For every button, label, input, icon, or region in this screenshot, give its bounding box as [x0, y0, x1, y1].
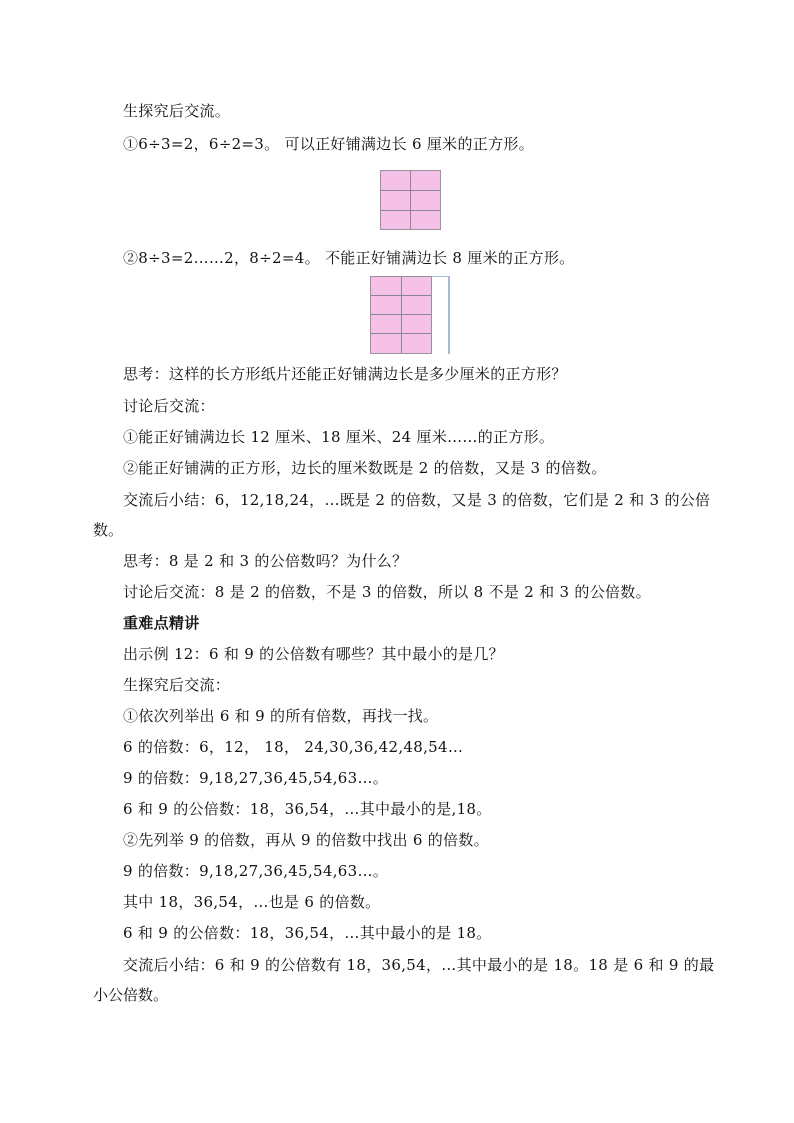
paragraph-summary-2a: 交流后小结：6 和 9 的公倍数有 18，36,54，…其中最小的是 18。18 是 6 和 9 的最: [123, 956, 715, 974]
paragraph-also-multiples-6: 其中 18，36,54，…也是 6 的倍数。: [123, 893, 381, 911]
paragraph-summary-1b: 数。: [93, 521, 124, 539]
paragraph-discuss-2: 讨论后交流：8 是 2 的倍数，不是 3 的倍数，所以 8 不是 2 和 3 的公倍数。: [123, 583, 651, 601]
paragraph-summary-2b: 小公倍数。: [93, 986, 169, 1004]
uncovered-strip-top: [432, 276, 449, 277]
paragraph-summary-1a: 交流后小结：6，12,18,24，…既是 2 的倍数，又是 3 的倍数，它们是 2 和 3 的公倍: [123, 491, 711, 509]
tiling-figure-8cm: [370, 276, 432, 354]
paragraph-discuss-1: 讨论后交流：: [123, 397, 215, 415]
paragraph-think-2: 思考：8 是 2 和 3 的公倍数吗？为什么？: [123, 552, 408, 570]
paragraph-case-8: ②8÷3=2……2，8÷2=4。 不能正好铺满边长 8 厘米的正方形。: [123, 249, 575, 267]
uncovered-strip-edge: [448, 276, 450, 354]
paragraph-multiples-9-b: 9 的倍数：9,18,27,36,45,54,63…。: [123, 862, 389, 880]
paragraph-point-2: ②能正好铺满的正方形，边长的厘米数既是 2 的倍数，又是 3 的倍数。: [123, 459, 607, 477]
paragraph-multiples-9: 9 的倍数：9,18,27,36,45,54,63…。: [123, 769, 389, 787]
paragraph-point-1: ①能正好铺满边长 12 厘米、18 厘米、24 厘米……的正方形。: [123, 428, 555, 446]
paragraph-example-12: 出示例 12：6 和 9 的公倍数有哪些？其中最小的是几？: [123, 645, 504, 663]
paragraph-think-1: 思考：这样的长方形纸片还能正好铺满边长是多少厘米的正方形？: [123, 365, 567, 383]
paragraph-student-explore: 生探究后交流。: [123, 102, 231, 120]
paragraph-case-6: ①6÷3=2，6÷2=3。 可以正好铺满边长 6 厘米的正方形。: [123, 135, 534, 153]
paragraph-method-1: ①依次列举出 6 和 9 的所有倍数，再找一找。: [123, 707, 439, 725]
section-heading: 重难点精讲: [123, 614, 200, 632]
paragraph-method-2: ②先列举 9 的倍数，再从 9 的倍数中找出 6 的倍数。: [123, 831, 489, 849]
paragraph-common-multiples-2: 6 和 9 的公倍数：18，36,54，…其中最小的是 18。: [123, 924, 492, 942]
paragraph-student-explore-2: 生探究后交流：: [123, 676, 231, 694]
paragraph-multiples-6: 6 的倍数：6，12， 18， 24,30,36,42,48,54…: [123, 738, 464, 756]
tiling-figure-6cm: [380, 170, 441, 230]
paragraph-common-multiples-1: 6 和 9 的公倍数：18，36,54，…其中最小的是,18。: [123, 800, 492, 818]
